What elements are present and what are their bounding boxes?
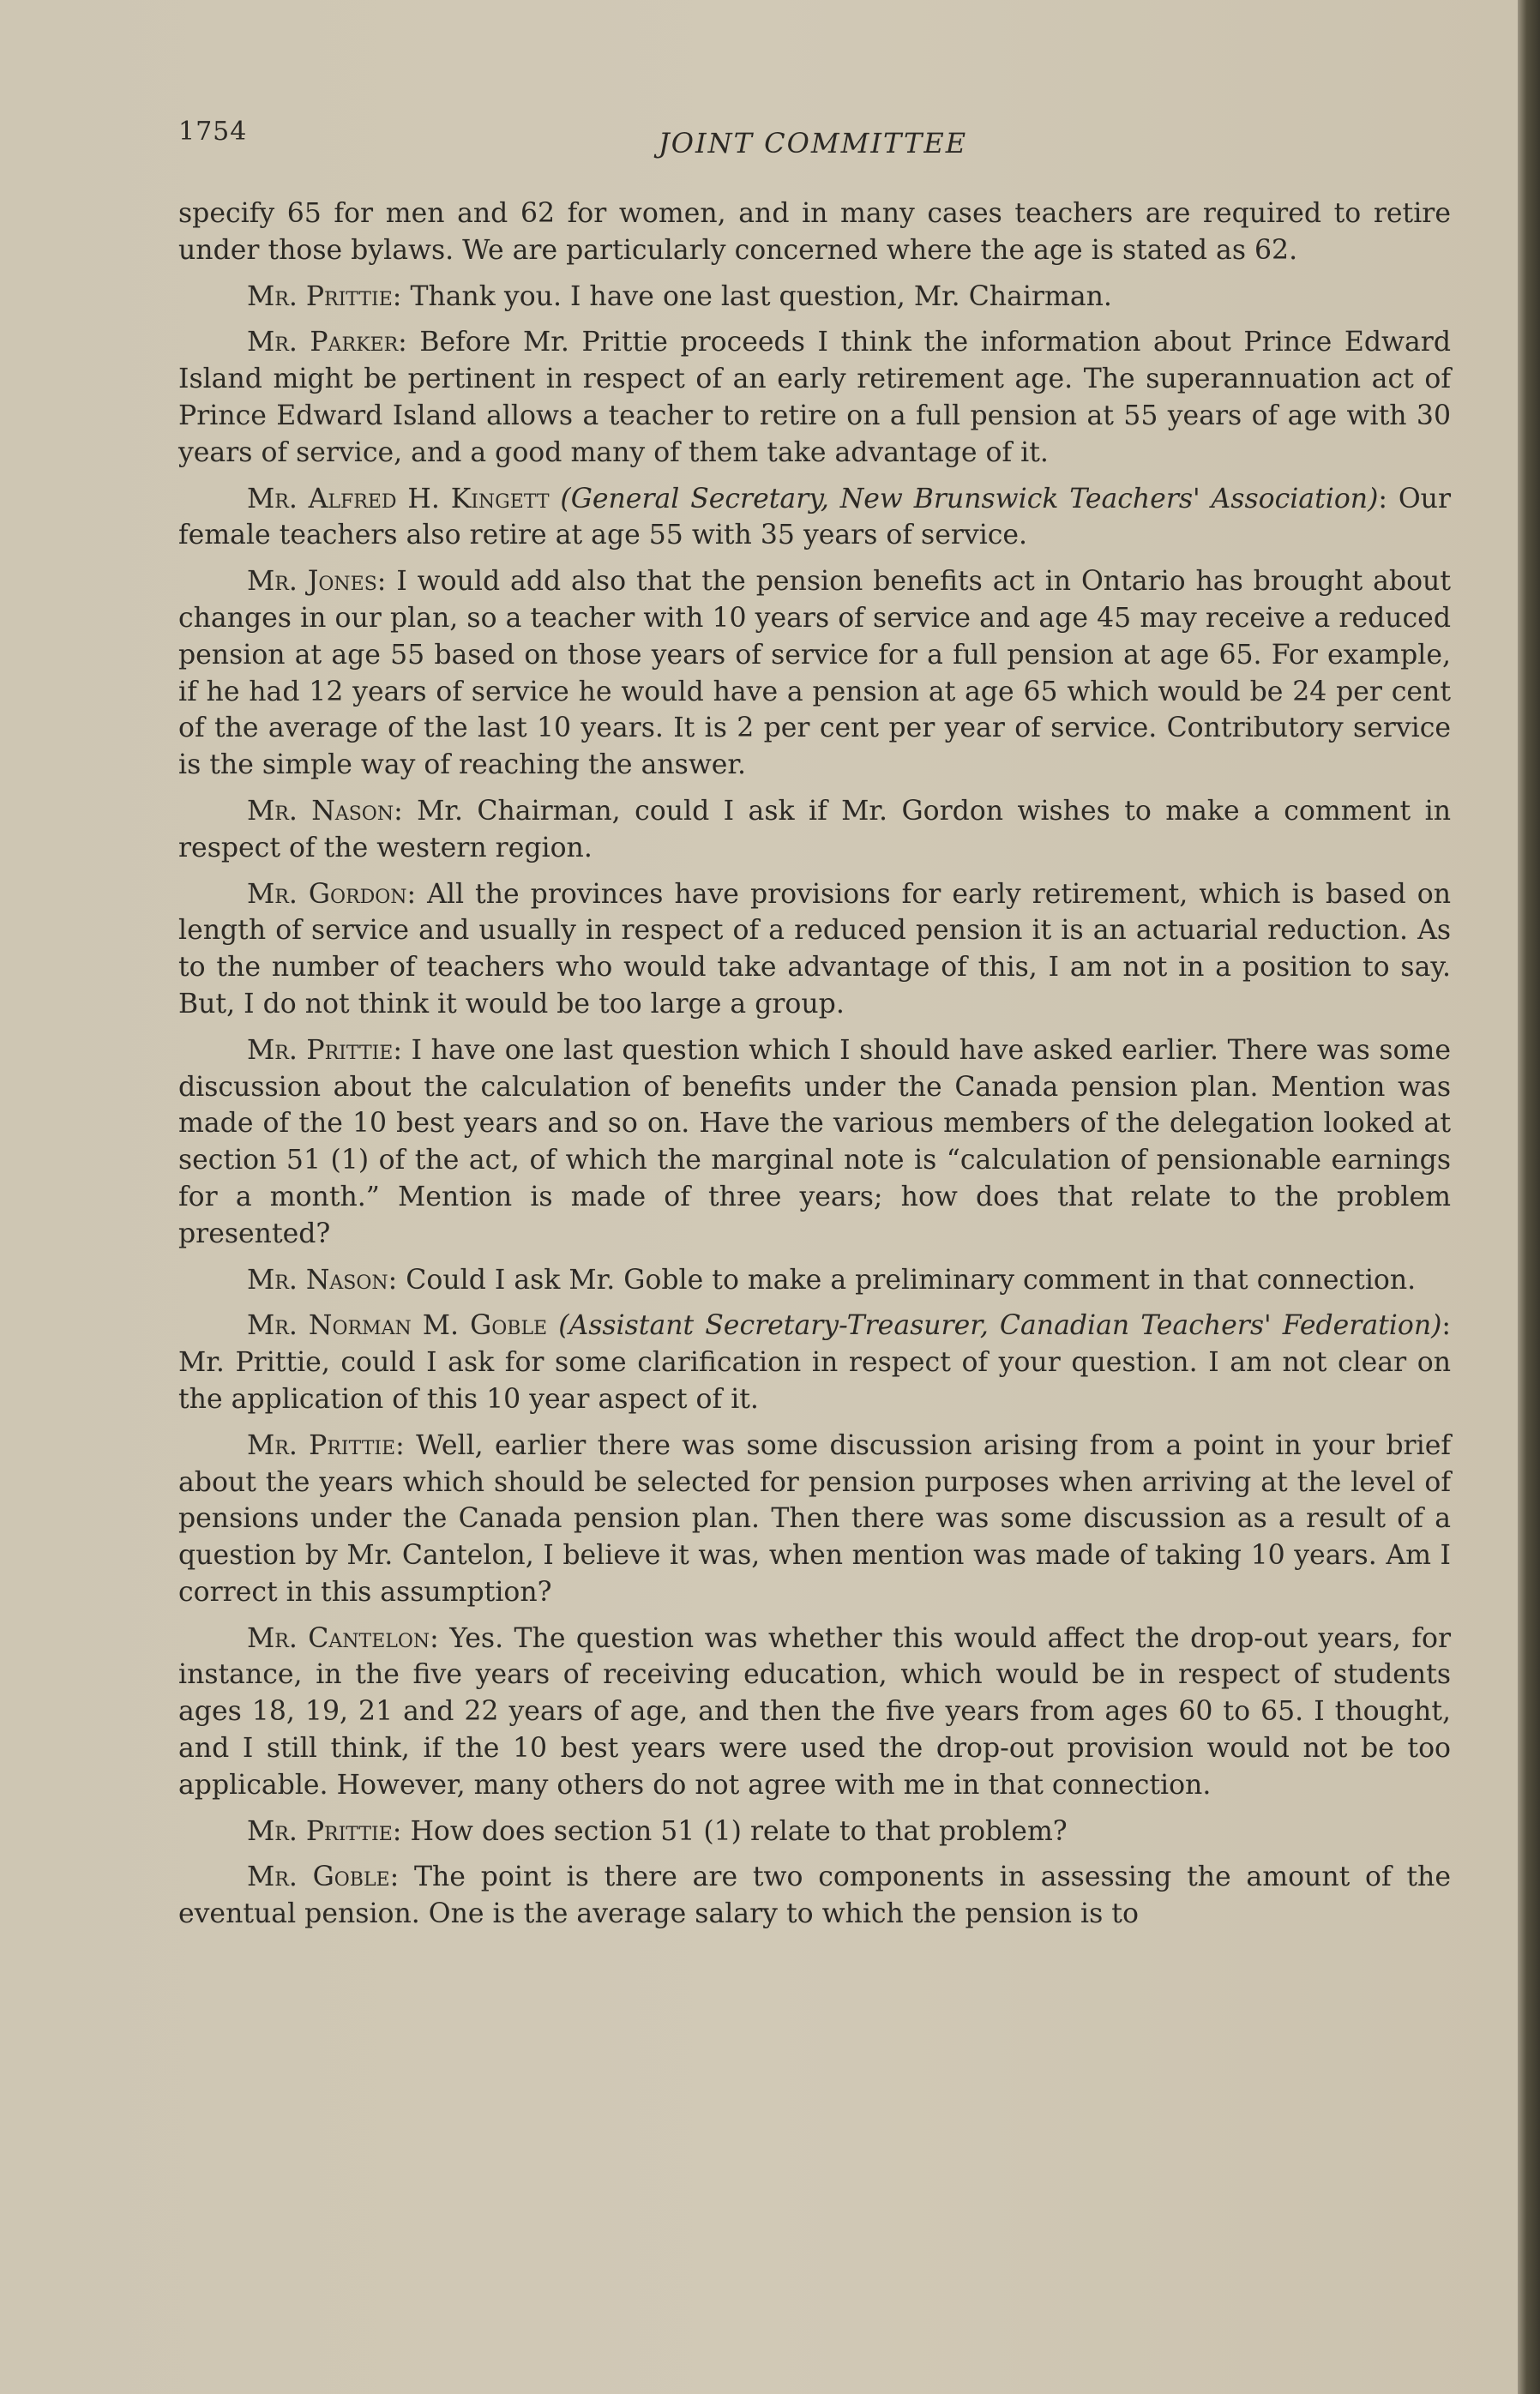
book-edge: [1518, 0, 1540, 2394]
speaker-name: Mr. Parker:: [247, 327, 407, 358]
paragraph-text: Well, earlier there was some discussion arising from a point in your brief about the years which should be selected for pension purposes when arriving at the level of pensions under the Canada pension plan. Then there was some discussion as a result of a question by Mr. Cantelon, I believe it was, when mention was made of taking 10 years. Am I correct in this assumption?: [178, 1429, 1451, 1608]
paragraph-text: Could I ask Mr. Goble to make a preliminary comment in that connection.: [406, 1264, 1417, 1296]
paragraph: [178, 324, 1451, 471]
paragraph: [178, 1032, 1451, 1253]
page-number: 1754: [178, 117, 248, 147]
running-head: JOINT COMMITTEE: [658, 127, 968, 159]
paragraph: [178, 1814, 1451, 1850]
speaker-name: Mr. Norman M. Goble: [247, 1310, 548, 1342]
speaker-name: Mr. Nason:: [247, 1264, 398, 1296]
speaker-affiliation: (General Secretary, New Brunswick Teachers' Association): [560, 483, 1379, 514]
speaker-name: Mr. Cantelon:: [247, 1622, 439, 1654]
paragraph: [178, 195, 1451, 269]
speaker-name: Mr. Prittie:: [247, 1815, 402, 1847]
speaker-name: Mr. Jones:: [247, 566, 387, 598]
paragraph: [178, 481, 1451, 555]
paragraph: [178, 1262, 1451, 1299]
paragraph-text: : Mr. Prittie, could I ask for some clarification in respect of your question. I am not clear on the application of this 10 year aspect of it.: [178, 1310, 1452, 1415]
paragraph: [178, 1621, 1451, 1804]
speaker-name: Mr. Prittie:: [247, 280, 402, 312]
paragraph: [178, 279, 1451, 316]
paragraph: [178, 876, 1451, 1023]
body-text: [178, 195, 1451, 1942]
paragraph-text: How does section 51 (1) relate to that problem?: [410, 1815, 1068, 1847]
speaker-affiliation: (Assistant Secretary-Treasurer, Canadian Teachers' Federation): [558, 1310, 1442, 1342]
paragraph: [178, 1428, 1451, 1611]
speaker-name: Mr. Goble:: [247, 1862, 400, 1893]
paragraph-text: Thank you. I have one last question, Mr. Chairman.: [410, 280, 1112, 312]
paragraph: [178, 1859, 1451, 1933]
paragraph: [178, 793, 1451, 867]
speaker-name: Mr. Nason:: [247, 795, 403, 827]
paragraph-text: The point is there are two components in assessing the amount of the eventual pension. One is the average salary to which the pension is to: [178, 1862, 1451, 1930]
speaker-name: Mr. Prittie:: [247, 1034, 402, 1066]
speaker-name: Mr. Alfred H. Kingett: [247, 483, 550, 514]
paragraph-text: I would add also that the pension benefits act in Ontario has brought about changes in our plan, so a teacher with 10 years of service and age 45 may receive a reduced pension at age 55 based on those years of service for a full pension at age 65. For example, if he had 12 years of service he would have a pension at age 65 which would be 24 per cent of the average of the last 10 years. It is 2 per cent per year of service. Contributory service is the simple way of reaching the answer.: [178, 566, 1452, 781]
paragraph-text: Yes. The question was whether this would affect the drop-out years, for instance, in the five years of receiving education, which would be in respect of students ages 18, 19, 21 and 22 years of age, and then the five years from ages 60 to 65. I thought, and I still think, if the 10 best years were used the drop-out provision would not be too applicable. However, many others do not agree with me in that connection.: [178, 1622, 1452, 1801]
speaker-name: Mr. Gordon:: [247, 878, 417, 910]
speaker-name: Mr. Prittie:: [247, 1429, 405, 1461]
paragraph-text: : Our female teachers also retire at age 55 with 35 years of service.: [178, 483, 1451, 551]
paragraph-text: Mr. Chairman, could I ask if Mr. Gordon wishes to make a comment in respect of the western region.: [178, 795, 1452, 863]
page-header: [178, 117, 1447, 163]
paragraph: [178, 1308, 1451, 1417]
paragraph-text: Before Mr. Prittie proceeds I think the information about Prince Edward Island might be pertinent in respect of an early retirement age. The superannuation act of Prince Edward Island allows a teacher to retire on a full pension at 55 years of age with 30 years of service, and a good many of them take advantage of it.: [178, 327, 1451, 468]
paragraph: [178, 563, 1451, 784]
paragraph-text: specify 65 for men and 62 for women, and in many cases teachers are required to retire under those bylaws. We are particularly concerned where the age is stated as 62.: [178, 198, 1451, 266]
paragraph-text: All the provinces have provisions for early retirement, which is based on length of service and usually in respect of a reduced pension it is an actuarial reduction. As to the number of teachers who would take advantage of this, I am not in a position to say. But, I do not think it would be too large a group.: [178, 878, 1451, 1020]
paragraph-text: I have one last question which I should have asked earlier. There was some discussion about the calculation of benefits under the Canada pension plan. Mention was made of the 10 best years and so on. Have the various members of the delegation looked at section 51 (1) of the act, of which the marginal note is “calculation of pensionable earnings for a month.” Mention is made of three years; how does that relate to the problem presented?: [178, 1034, 1451, 1249]
